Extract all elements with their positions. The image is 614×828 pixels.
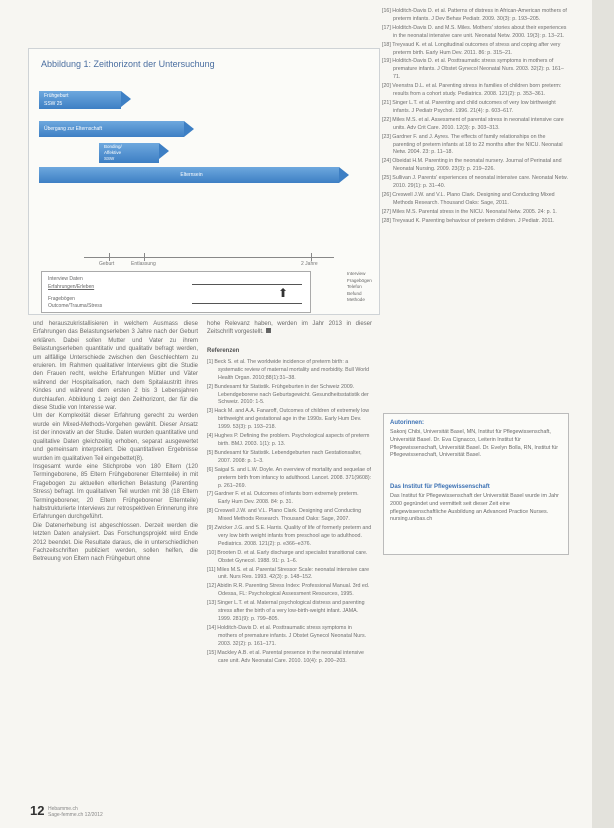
reference-item: [19] Holditch-Davis D. et al. Posttraumatic stress symptoms in mothers of premature infants. J Obstet Gynecol Neonatal Nurs. 2003. 32(2): p. 161–71. [382, 58, 564, 81]
figure-timeline [28, 48, 380, 315]
arrow-bonding: Bonding/ Affektive SSW [99, 143, 159, 163]
legend-item: Outcome/Trauma/Stress [48, 303, 103, 309]
references-mid [207, 348, 372, 666]
reference-item: [16] Holditch-Davis D. et al. Patterns of distress in African-American mothers of preterm infants. J Dev Behav Pediatr. 2009. 30(3): p. 193–205. [382, 8, 567, 22]
reference-item: [20] Veenstra D.L. et al. Parenting stress in families of children born preterm: results from a cohort study. Pediatrics. 2008. 121(2): p. 353–361. [382, 83, 562, 98]
footer-line: Hebamme.ch [48, 806, 78, 812]
reference-item: [4] Hughes P. Defining the problem. Psychological aspects of preterm birth. BMJ. 2003. 1(1): p. 13. [207, 433, 370, 447]
reference-item: [28] Treyvaud K. Parenting behaviour of preterm children. J Pediatr. 2011. [382, 217, 555, 224]
body-text-left [33, 320, 198, 564]
arrow-transition-parenthood: Übergang zur Elternschaft [39, 121, 184, 137]
side-label: Befund [347, 290, 362, 296]
side-label: Telefon [347, 284, 362, 290]
reference-item: [21] Singer L.T. et al. Parenting and child outcomes of very low birthweight infants. J Pediatr Psychol. 1996. 21(4): p. 603–617. [382, 99, 556, 114]
page-edge [592, 0, 614, 828]
axis-label-birth: Geburt [99, 261, 115, 267]
paragraph: hohe Relevanz haben, werden im Jahr 2013 in dieser Zeitschrift vorgestellt. [207, 321, 372, 336]
legend-line [192, 303, 302, 304]
reference-item: [17] Holditch-Davis D. and M.S. Miles. Mothers' stories about their experiences in the neonatal intensive care unit. Neonatal Netw. 2000. 19(3): p. 13–21. [382, 24, 567, 39]
footer-line: Sage-femme.ch 12/2012 [48, 812, 103, 818]
author-heading: Autorinnen: [390, 420, 424, 426]
reference-item: [25] Sullivan J. Parents' experiences of neonatal intensive care. Neonatal Netw. 2010. 29(1): p. 31–40. [382, 175, 568, 190]
figure-title: Abbildung 1: Zeithorizont der Untersuchung [41, 59, 215, 69]
references-heading: Referenzen [207, 348, 240, 354]
axis-tick [311, 253, 312, 261]
legend-item: Fragebögen [48, 296, 75, 302]
page-number: 12 [30, 803, 45, 818]
reference-item: [13] Singer L.T. et al. Maternal psychological distress and parenting stress after the birth of a very low-birth-weight infant. JAMA. 1999. 281(9): p. 799–805. [207, 600, 365, 622]
end-mark-icon [266, 328, 271, 333]
axis-label-discharge: Entlassung [131, 261, 156, 267]
body-text-mid [207, 320, 372, 337]
institute-text: Das Institut für Pflegewissenschaft der Universität Basel wurde im Jahr 2000 gegründet und vermittelt seit dieser Zeit eine pflegewissenschaftliche Ausbildung an Advanced Practice Nurses. nursing.unibas.ch [390, 493, 559, 523]
legend-item: Interview Daten [48, 276, 83, 282]
arrow-preterm-birth: Frühgeburt SSW 25 [39, 91, 121, 109]
figure-legend [41, 271, 311, 313]
references-right [382, 8, 568, 227]
reference-item: [18] Treyvaud K. et al. Longitudinal outcomes of stress and coping after very preterm birth. Early Hum Dev. 2011. 86: p. 315–21. [382, 41, 561, 56]
reference-item: [9] Zwicker J.G. and S.E. Harris. Quality of life of formerly preterm and very low birth weight infants from preschool age to adulthood. Pediatrics. 2008. 121(2): p. e366–e376. [207, 525, 372, 547]
reference-item: [22] Miles M.S. et al. Assessment of parental stress in neonatal intensive care units. Adv Crit Care. 2010. 12(3): p. 303–313. [382, 116, 564, 131]
arrow-parenthood: Elternsein [39, 167, 339, 183]
reference-item: [7] Gardner F. et al. Outcomes of infants born extremely preterm. Early Hum Dev. 2008. 84: p. 31. [207, 491, 359, 506]
paragraph: Um der Komplexität dieser Erfahrung gerecht zu werden wurde ein Mixed-Methods-Vorgehen gewählt. Dieser Ansatz ist der innovativ an der Studie. Daten wurden quantitative und qualitative Daten gleichzeitig erhoben, separat ausgewertet und gemeinsam interpretiert. Die quantitativen Ergebnisse wurden im qualitativen Teil eingebettet(8). [33, 413, 198, 462]
reference-item: [11] Miles M.S. et al. Parental Stressor Scale: neonatal intensive care unit. Nurs Res. 1993. 42(3): p. 148–152. [207, 566, 370, 581]
reference-item: [14] Holditch-Davis D. et al. Posttraumatic stress symptoms in mothers of premature infants. J Obstet Gynecol Neonatal Nurs. 2003. 32(2): p. 161–171. [207, 624, 367, 647]
reference-item: [24] Obeidat H.M. Parenting in the neonatal nursery. Journal of Perinatal and Neonatal Nursing. 2009. 23(3): p. 219–226. [382, 158, 562, 173]
axis-label-2years: 2 Jahre [301, 261, 318, 267]
reference-item: [27] Miles M.S. Parental stress in the NICU. Neonatal Netw. 2005. 24: p. 1. [382, 208, 557, 215]
figure-side-labels [347, 271, 375, 304]
timeline-axis [84, 257, 334, 258]
paragraph: und herauszukristallisieren in welchem Ausmass diese Erfahrungen das Belastungserleben 3 Jahre nach der Geburt erklären. Dabei sollen Mutter und Vater zu ihrem Belastungserleben quantitativ und qualitativ befragt werden, um allfällige Unterschiede zwischen den Geschlechtern zu eruieren. Im Rahmen qualitativer Interviews gibt die Studie den Frauen recht, welche Erfahrungen Mütter und Väter während der Hospitalisation, nach dem Spitalaustritt ihres Kindes und während dem ersten 2 bis 3 Lebensjahren durchlaufen. Abbildung 1 zeigt den Zeithorizont, der für die diese Studie von Interesse war. [33, 321, 198, 412]
reference-item: [26] Creswell J.W. and V.L. Plano Clark. Designing and Conducting Mixed Methods Research. Thousand Oaks: Sage, 2011. [382, 191, 555, 206]
reference-item: [10] Brooten D. et al. Early discharge and specialist transitional care. Obstet Gynecol. 1988. 91: p. 1–6. [207, 549, 368, 564]
axis-tick [144, 253, 145, 261]
side-label: Interview [347, 271, 366, 276]
footer-info [48, 806, 103, 818]
reference-item: [1] Beck S. et al. The worldwide incidence of preterm birth: a systematic review of maternal mortality and morbidity. Bull World Health Organ. 2010;88(1):31–38. [207, 358, 370, 381]
reference-item: [2] Bundesamt für Statistik. Frühgeburten in der Schweiz 2009. Lebendgeborene nach Geburtsgewicht. Gesundheitsstatistik der Schweiz. 2010: 1-5. [207, 383, 369, 406]
institute-heading: Das Institut für Pflegewissenschaft [390, 484, 490, 490]
up-arrow-icon: ⬆ [278, 286, 289, 300]
paragraph: Die Datenerhebung ist abgeschlossen. Derzeit werden die letzten Daten analysiert. Das Forschungsprojekt wird Ende 2012 beendet. Die Resultate daraus, die in unterschiedlichen Fachzeitschriften publiziert werden, sollen helfen, die Betreuung von Eltern nach Frühgeburt ohne [33, 522, 198, 563]
reference-item: [8] Creswell J.W. and V.L. Plano Clark. Designing and Conducting Mixed Methods Research. Thousand Oaks: Sage, 2007. [207, 508, 362, 523]
side-label: Methode [347, 297, 365, 303]
reference-item: [5] Bundesamt für Statistik. Lebendgeburten nach Gestationsalter, 2007. 2008: p. 1–3. [207, 449, 362, 464]
author-box [383, 413, 569, 555]
paragraph: Insgesamt wurde eine Stichprobe von 180 Eltern (120 Termingeborene, 85 Eltern Frühgeborener Elternteile) in mit Fragebogen zu aktuellen elterlichen Belastung (Parenting Stress) befragt. Im qualitativen Teil wurden mit 38 (18 Eltern Termingeborener, 20 Eltern Frühgeborener Elternteile) halbstrukturierte Interviews zur retrospektiven Erinnerung ihre Erfahrungen durchgeführt. [33, 463, 198, 521]
reference-item: [12] Abidin R.R. Parenting Stress Index: Professional Manual. 3rd ed. Odessa, FL: Psychological Assessment Resources, 1995. [207, 583, 370, 598]
reference-item: [3] Hack M. and A.A. Fanaroff, Outcomes of children of extremely low birthweight and gestational age in the 1990s. Early Hum Dev. 1999. 53(3): p. 193–218. [207, 408, 370, 431]
axis-tick [109, 253, 110, 261]
reference-item: [15] Mackley A.B. et al. Parental presence in the neonatal intensive care unit. Adv Neonatal Care. 2010. 10(4): p. 200–203. [207, 649, 364, 664]
reference-item: [23] Gardner F. and J. Ayres. The effects of family relationships on the parenting of preterm infants at 18 to 22 months after the NICU. Neonatal Netw. 2004. 23: p. 11–18. [382, 133, 563, 156]
side-label: Fragebögen [347, 277, 372, 283]
reference-item: [6] Saigal S. and L.W. Doyle. An overview of mortality and sequelae of preterm birth from infancy to adulthood. Lancet. 2008. 371(9608): p. 261–269. [207, 466, 372, 489]
author-text: Sakonj Chibi, Universität Basel, MN, Institut für Pflegewissenschaft, Universität Basel. Dr. Eva Cignacco, Leiterin Institut für Pflegewissenschaft, Universität Basel. Dr. Evelyn Bolla, RN, Institut für Pflegewissenschaft, Universität Basel. [390, 429, 559, 459]
legend-line [192, 284, 302, 285]
legend-item: Erfahrungen/Erleben [48, 284, 95, 290]
